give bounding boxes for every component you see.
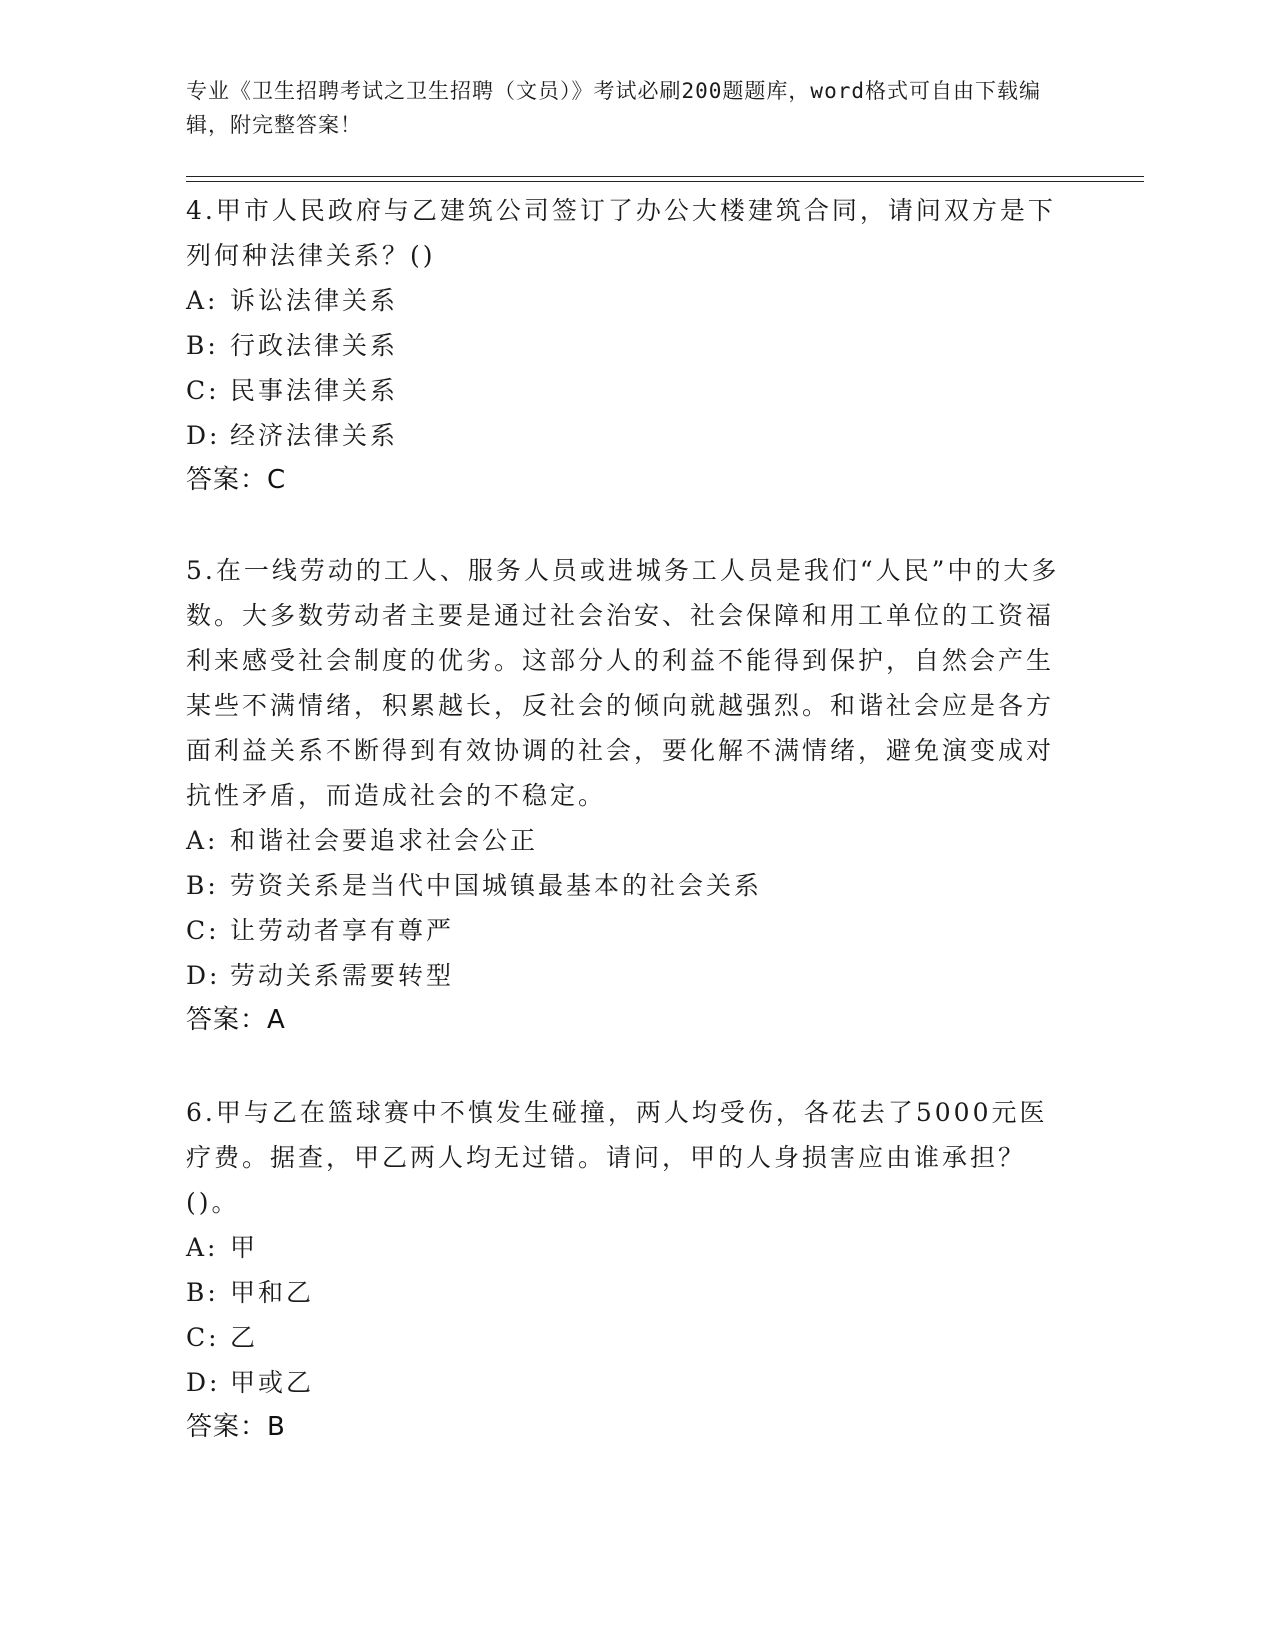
header-divider-thick: [186, 181, 1144, 182]
option-text: 行政法律关系: [230, 331, 399, 360]
option-a: [186, 278, 1066, 323]
answer-line: 答案：C: [186, 465, 287, 495]
option-letter: A:: [186, 826, 219, 855]
option-b: [186, 863, 1066, 908]
option-d: [186, 413, 1066, 458]
option-letter: C:: [186, 916, 220, 945]
option-text: 劳动关系需要转型: [230, 961, 455, 990]
option-letter: D:: [186, 1368, 221, 1397]
question-stem: 5.在一线劳动的工人、服务人员或进城务工人员是我们“人民”中的大多数。大多数劳动者主要是通过社会治安、社会保障和用工单位的工资福利来感受社会制度的优劣。这部分人的利益不能得到保护，自然会产生某些不满情绪，积累越长，反社会的倾向就越强烈。和谐社会应是各方面利益关系不断得到有效协调的社会，要化解不满情绪，避免演变成对抗性矛盾，而造成社会的不稳定。: [186, 556, 1060, 810]
answer-line: 答案：B: [186, 1412, 286, 1442]
header-divider-thin: [186, 176, 1144, 177]
option-b: [186, 323, 1066, 368]
option-b: [186, 1270, 1066, 1315]
option-a: [186, 818, 1066, 863]
option-text: 和谐社会要追求社会公正: [230, 826, 539, 855]
option-letter: B:: [186, 1278, 219, 1307]
option-letter: C:: [186, 1323, 220, 1352]
option-letter: C:: [186, 376, 220, 405]
option-text: 乙: [230, 1323, 259, 1352]
option-d: [186, 1360, 1066, 1405]
option-text: 甲: [230, 1233, 259, 1262]
document-header: [186, 74, 1066, 142]
option-letter: B:: [186, 871, 219, 900]
answer-line: 答案：A: [186, 1005, 286, 1035]
question-4: [186, 188, 1066, 503]
option-c: [186, 368, 1066, 413]
option-text: 甲或乙: [230, 1368, 315, 1397]
option-text: 民事法律关系: [230, 376, 399, 405]
question-5: [186, 548, 1066, 1043]
option-d: [186, 953, 1066, 998]
option-text: 经济法律关系: [230, 421, 399, 450]
question-stem: 6.甲与乙在篮球赛中不慎发生碰撞，两人均受伤，各花去了5000元医疗费。据查，甲乙两人均无过错。请问，甲的人身损害应由谁承担？()。: [186, 1098, 1048, 1217]
option-letter: D:: [186, 961, 221, 990]
option-text: 诉讼法律关系: [230, 286, 399, 315]
option-text: 让劳动者享有尊严: [230, 916, 455, 945]
option-letter: B:: [186, 331, 219, 360]
question-6: [186, 1090, 1066, 1450]
option-text: 劳资关系是当代中国城镇最基本的社会关系: [230, 871, 763, 900]
option-c: [186, 1315, 1066, 1360]
option-letter: A:: [186, 286, 219, 315]
option-c: [186, 908, 1066, 953]
option-letter: A:: [186, 1233, 219, 1262]
question-stem: 4.甲市人民政府与乙建筑公司签订了办公大楼建筑合同，请问双方是下列何种法律关系？(): [186, 196, 1056, 270]
option-letter: D:: [186, 421, 221, 450]
header-intro-text: 专业《卫生招聘考试之卫生招聘（文员）》考试必刷200题题库，word格式可自由下载编辑，附完整答案！: [186, 79, 1041, 137]
option-a: [186, 1225, 1066, 1270]
option-text: 甲和乙: [230, 1278, 315, 1307]
